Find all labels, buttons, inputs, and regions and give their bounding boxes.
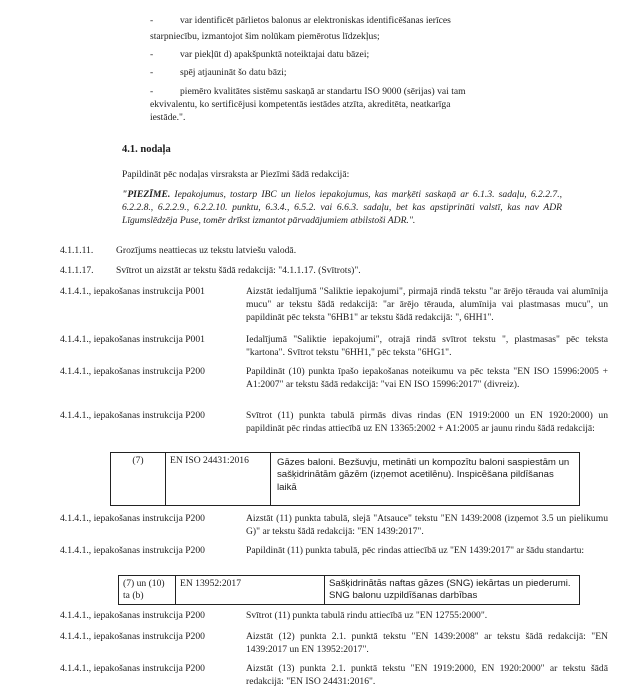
note-label: "PIEZĪME. bbox=[122, 189, 171, 200]
amendment-text-content: Aizstāt iedalījumā "Saliktie iepakojumi", pirmajā rindā tekstu "ar ārējo tērauda vai alumīnija mucu" ar tekstu šādā redakcijā: "ar ārējo tērauda, alumīnija vai plastmasas mucu", un papildināt pēc teksta "6HB1" ar tekstu šādā redakcijā: ", 6HH1". bbox=[246, 286, 608, 324]
bullet-item-1-line2: starpniecību, izmantojot šim nolūkam piemērotus līdzekļus; bbox=[150, 31, 380, 42]
table-cell-ref: (7) bbox=[111, 453, 166, 506]
amendment-text-content: Svītrot (11) punkta tabulā rindu attiecībā uz "EN 12755:2000". bbox=[246, 610, 488, 621]
amendment-text-content: Iedalījumā "Saliktie iepakojumi", otrajā rindā svītrot tekstu ", plastmasas" pēc teksta "kartona". Svītrot tekstu "6HH1," pēc teksta "6HG1". bbox=[246, 334, 608, 359]
amendment-text-content: Aizstāt (11) punkta tabulā, slejā "Atsauce" tekstu "EN 1439:2008 (izņemot 3.5 un pielikumu G)" ar tekstu šādā redakcijā: "EN 1439:2017". bbox=[246, 513, 608, 538]
amendment-text bbox=[246, 333, 608, 359]
amendment-number: 4.1.4.1., iepakošanas instrukcija P200 bbox=[60, 610, 205, 621]
amendment-number: 4.1.4.1., iepakošanas instrukcija P200 bbox=[60, 663, 205, 674]
amendment-text bbox=[246, 512, 608, 538]
amendment-number: 4.1.1.11. bbox=[60, 245, 94, 256]
table-row bbox=[111, 453, 580, 506]
bullet-item-4-line1: piemēro kvalitātes sistēmu saskaņā ar standartu ISO 9000 (sērijas) vai tam bbox=[180, 86, 466, 97]
bullet-item-1-line1: var identificēt pārlietos balonus ar elektroniskas identificēšanas ierīces bbox=[180, 15, 451, 26]
amendment-text-content: Svītrot (11) punkta tabulā pirmās divas rindas (EN 1919:2000 un EN 1920:2000) un papildināt pēc rindas attiecībā uz EN 13365:2002 + A1:2005 ar jaunu rindu šādā redakcijā: bbox=[246, 410, 608, 435]
bullet-item-4-line2: ekvivalentu, ko sertificējusi kompetentās iestādes atzīta, akreditēta, neatkarīga bbox=[150, 99, 451, 110]
table-row bbox=[119, 576, 580, 605]
table-cell-standard: EN ISO 24431:2016 bbox=[166, 453, 271, 506]
intro-text: Papildināt pēc nodaļas virsraksta ar Piezīmi šādā redakcijā: bbox=[122, 169, 350, 180]
table-cell-ref: (7) un (10) ta (b) bbox=[119, 576, 176, 605]
amendment-text-content: Aizstāt (13) punkta 2.1. punktā tekstu "EN 1919:2000, EN 1920:2000" ar tekstu šādā redakcijā: "EN ISO 24431:2016". bbox=[246, 663, 608, 688]
bullet-item-3: spēj atjaunināt šo datu bāzi; bbox=[180, 67, 287, 78]
standards-table-1 bbox=[110, 452, 580, 506]
note bbox=[122, 188, 562, 228]
amendment-text bbox=[246, 285, 608, 325]
bullet-dash: - bbox=[150, 67, 154, 78]
amendment-text: Svītrot un aizstāt ar tekstu šādā redakcijā: "4.1.1.17. (Svītrots)". bbox=[116, 265, 361, 276]
standards-table-2 bbox=[118, 575, 580, 605]
table-cell-title: Gāzes baloni. Bezšuvju, metināti un kompozītu baloni saspiestām un sašķidrinātām gāzēm (izņemot acetilēnu). Inspicēšana pildīšanas laikā bbox=[271, 453, 580, 506]
amendment-number: 4.1.4.1., iepakošanas instrukcija P001 bbox=[60, 286, 205, 297]
amendment-number: 4.1.4.1., iepakošanas instrukcija P200 bbox=[60, 513, 205, 524]
bullet-dash: - bbox=[150, 15, 154, 26]
amendment-number: 4.1.4.1., iepakošanas instrukcija P200 bbox=[60, 631, 205, 642]
amendment-text bbox=[246, 544, 608, 557]
amendment-text bbox=[246, 409, 608, 435]
amendment-text: Grozījums neattiecas uz tekstu latviešu valodā. bbox=[116, 245, 297, 256]
bullet-dash: - bbox=[150, 49, 154, 60]
amendment-text bbox=[246, 365, 608, 391]
amendment-text-content: Aizstāt (12) punkta 2.1. punktā tekstu "EN 1439:2008" ar tekstu šādā redakcijā: "EN 1439:2017 un EN 13952:2017". bbox=[246, 631, 608, 656]
amendment-number: 4.1.4.1., iepakošanas instrukcija P200 bbox=[60, 545, 205, 556]
amendment-number: 4.1.4.1., iepakošanas instrukcija P001 bbox=[60, 334, 205, 345]
amendment-item bbox=[60, 264, 608, 277]
table-cell-title: Sašķidrinātās naftas gāzes (SNG) iekārtas un piederumi. SNG balonu uzpildīšanas darbības bbox=[325, 576, 580, 605]
amendment-text bbox=[246, 630, 608, 656]
note-text: Iepakojumus, tostarp IBC un lielos iepakojumus, kas marķēti saskaņā ar 6.1.3. sadaļu, 6.2.2.7., 6.2.2.8., 6.2.2.9., 6.2.2.10. punktu, 6.3.4., 6.5.2. vai 6.6.3. sadaļu, bet kas apstiprināti valstī, kas nav ADR Līgumslēdzēja Puse, tomēr drīkst izmantot pārvadājumiem atbilstoši ADR.". bbox=[122, 189, 562, 227]
amendment-number: 4.1.4.1., iepakošanas instrukcija P200 bbox=[60, 366, 205, 377]
amendment-number: 4.1.4.1., iepakošanas instrukcija P200 bbox=[60, 410, 205, 421]
section-heading: 4.1. nodaļa bbox=[122, 144, 171, 155]
amendment-text bbox=[246, 609, 608, 622]
bullet-dash: - bbox=[150, 86, 154, 97]
amendment-text-content: Papildināt (10) punkta īpašo iepakošanas noteikumu va pēc teksta "EN ISO 15996:2005 + A1:2007" ar tekstu šādā redakcijā: "vai EN ISO 15996:2017" (divreiz). bbox=[246, 366, 608, 391]
amendment-number: 4.1.1.17. bbox=[60, 265, 94, 276]
amendment-text bbox=[246, 662, 608, 688]
table-cell-standard: EN 13952:2017 bbox=[176, 576, 325, 605]
amendment-item bbox=[60, 244, 608, 257]
bullet-item-4-line3: iestāde.". bbox=[150, 112, 186, 123]
bullet-item-2: var piekļūt d) apakšpunktā noteiktajai datu bāzei; bbox=[180, 49, 370, 60]
amendment-text-content: Papildināt (11) punkta tabulā, pēc rindas attiecībā uz "EN 1439:2017" ar šādu standartu: bbox=[246, 545, 585, 556]
